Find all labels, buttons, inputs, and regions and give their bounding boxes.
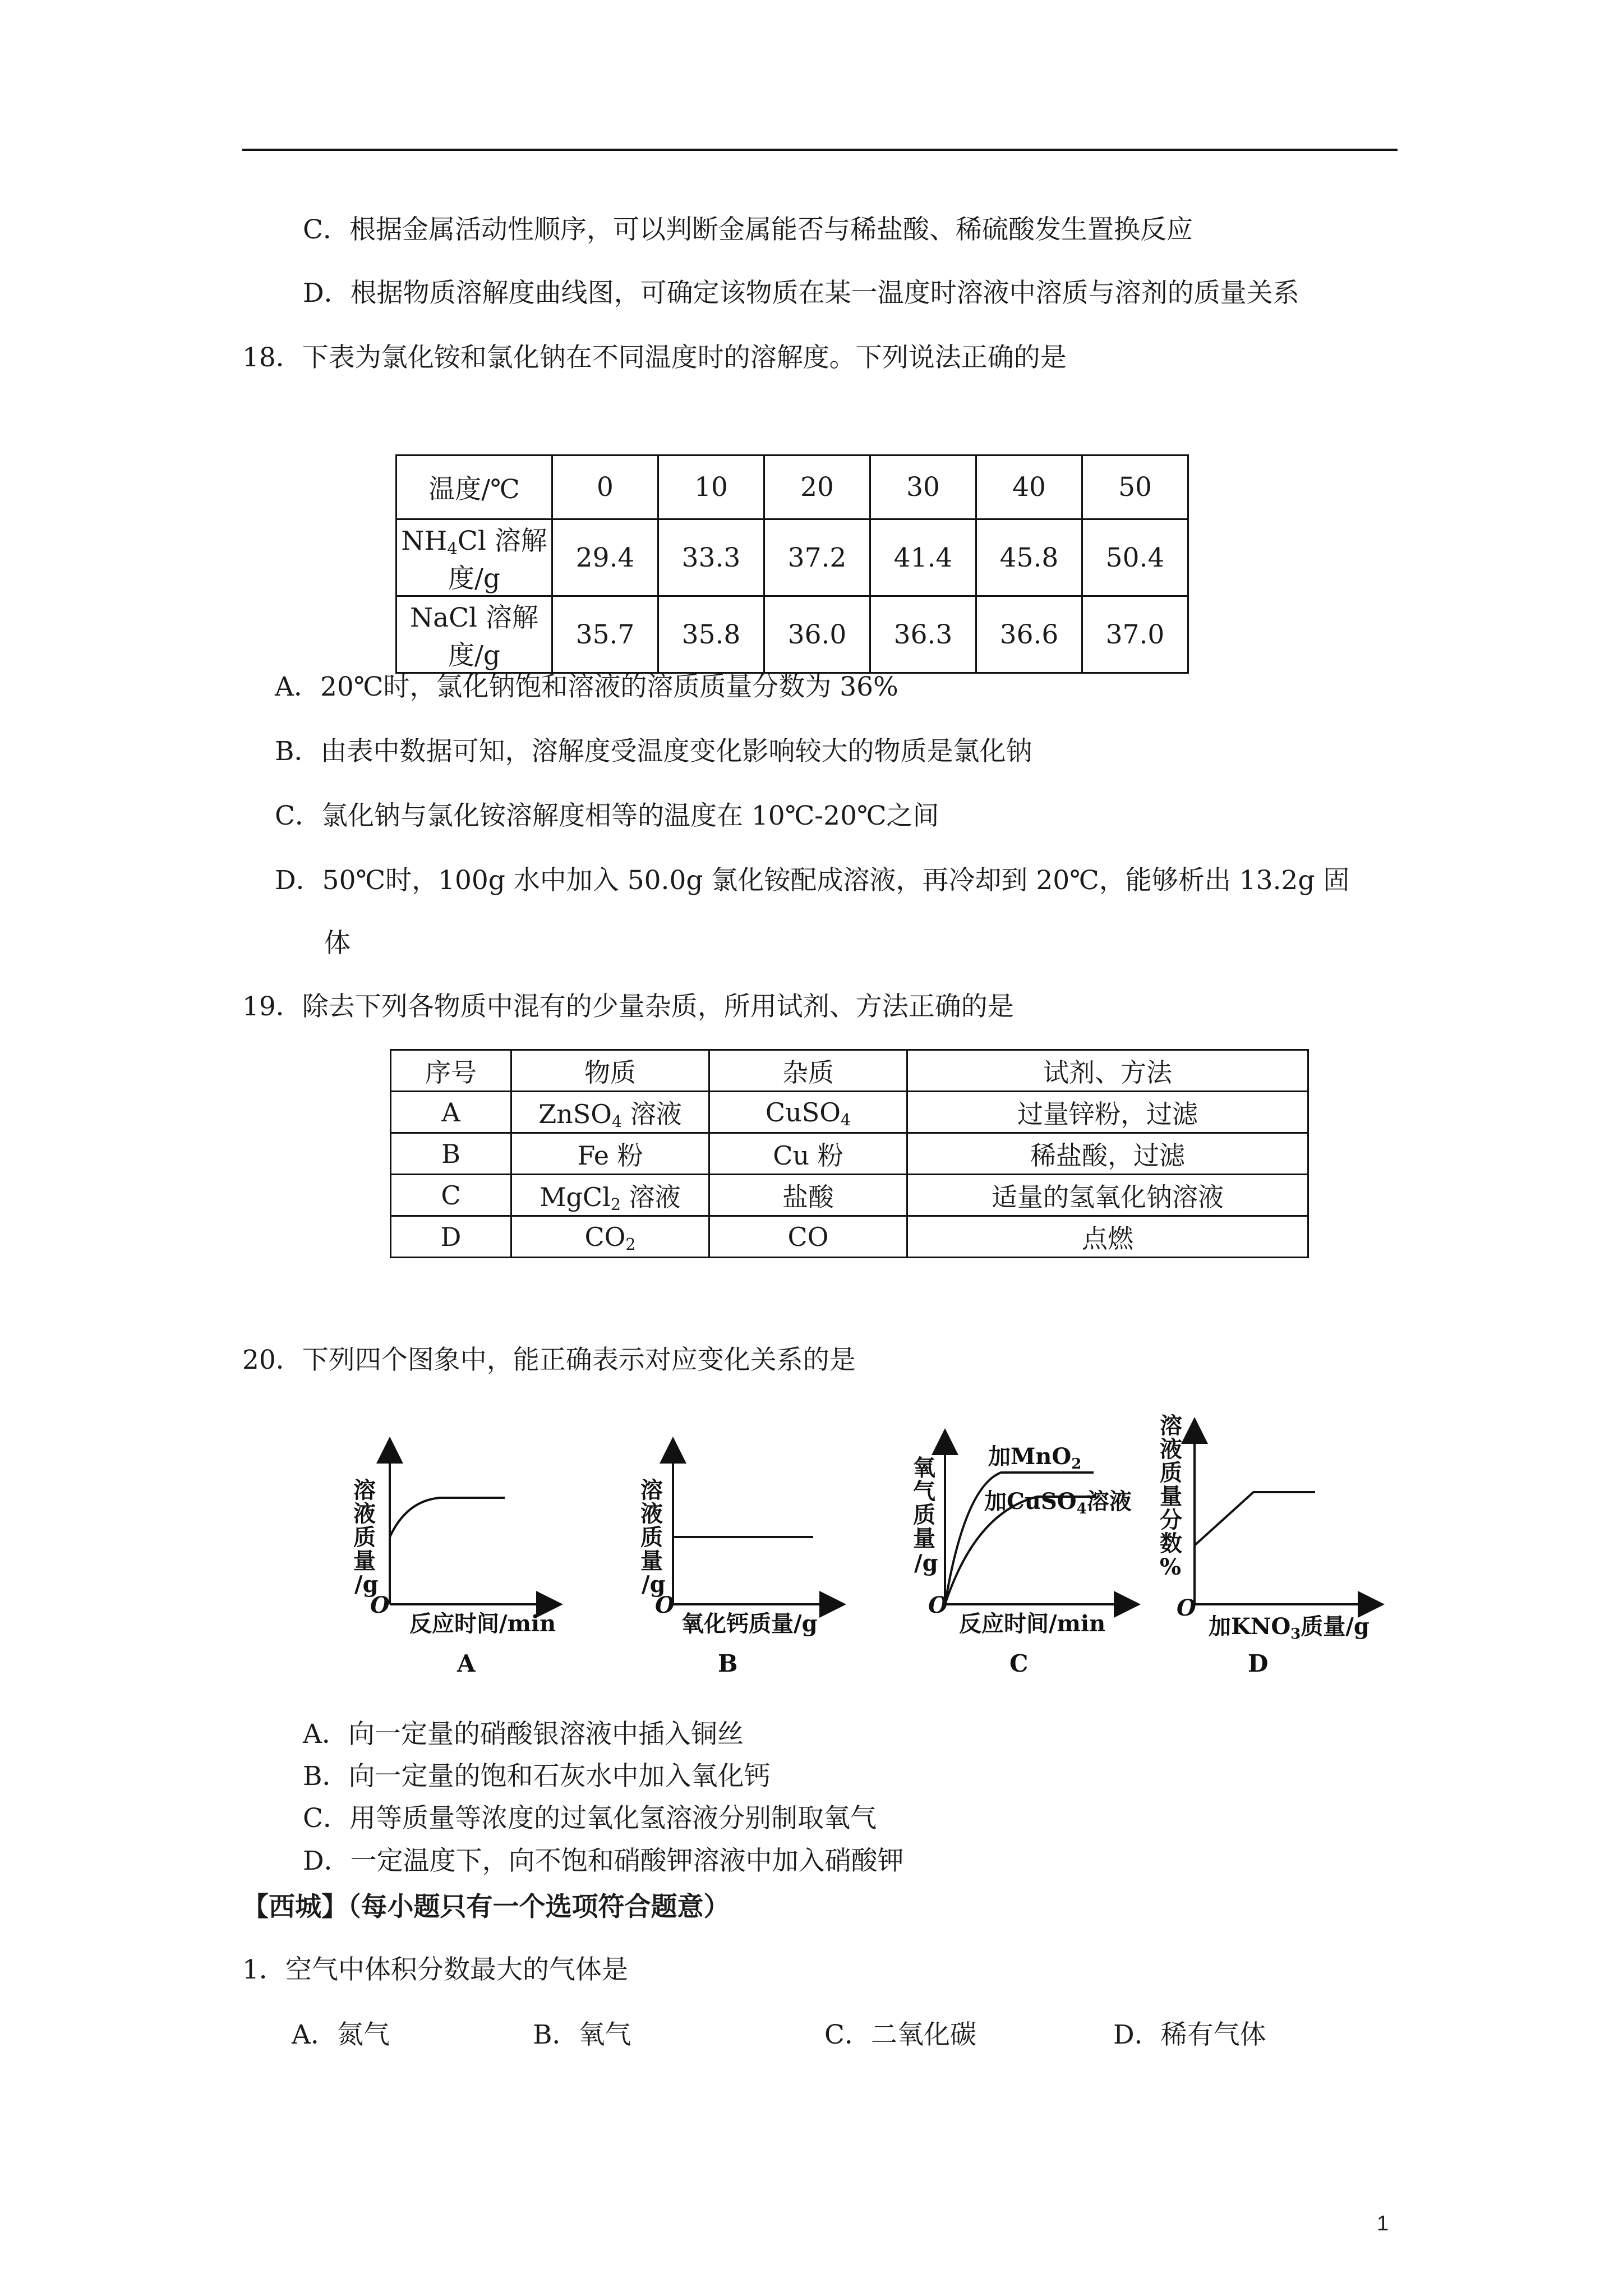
formula-text: ZnSO [538, 1098, 612, 1129]
y-axis-label: 液 [1160, 1436, 1182, 1462]
table-cell: 稀盐酸，过滤 [907, 1133, 1308, 1175]
table-cell [709, 1216, 907, 1258]
formula-subscript: 4 [447, 539, 458, 558]
q18-option-d: D．50℃时，100g 水中加入 50.0g 氯化铵配成溶液，再冷却到 20℃，能够析出 13.2g 固 [275, 865, 1350, 896]
table-cell: 30 [870, 455, 976, 519]
q20-graph-a [348, 1425, 583, 1683]
x-axis-label: 反应时间/min [959, 1611, 1106, 1637]
table-row-label [396, 519, 552, 596]
formula-subscript: 4 [840, 1110, 851, 1129]
y-axis-label: 量 [1160, 1483, 1182, 1510]
y-axis-label: 溶 [353, 1477, 376, 1503]
table-cell: 10 [658, 455, 764, 519]
x-axis-label: 氧化钙质量/g [681, 1611, 818, 1637]
table-cell: 50.4 [1082, 519, 1188, 596]
q18-stem: 18．下表为氯化铵和氯化钠在不同温度时的溶解度。下列说法正确的是 [242, 342, 1067, 373]
formula-text: Cl 溶解度/g [448, 526, 547, 594]
q20-option-d: D．一定温度下，向不饱和硝酸钾溶液中加入硝酸钾 [303, 1846, 904, 1876]
formula-text: MgCl [540, 1181, 611, 1212]
table-header-cell: 物质 [511, 1050, 709, 1092]
y-axis-label: /g [914, 1550, 938, 1576]
table-cell [709, 1092, 907, 1133]
formula-subscript: 2 [625, 1235, 636, 1254]
table-cell: 45.8 [976, 519, 1082, 596]
y-axis-label: 溶 [1160, 1412, 1182, 1439]
table-cell: 过量锌粉，过滤 [907, 1092, 1308, 1133]
y-axis-label: 数 [1160, 1530, 1182, 1557]
formula-text: 溶液 [621, 1181, 681, 1212]
table-row [396, 596, 1188, 673]
formula-text: CuSO [765, 1097, 841, 1128]
table-cell: A [391, 1092, 511, 1133]
table-cell: 35.7 [552, 596, 658, 673]
table-cell: 35.8 [658, 596, 764, 673]
table-cell: 41.4 [870, 519, 976, 596]
formula-text: 溶液 [622, 1098, 682, 1129]
formula-subscript: 2 [610, 1195, 621, 1214]
q18-option-a: A．20℃时，氯化钠饱和溶液的溶质质量分数为 36% [275, 671, 898, 702]
table-cell [511, 1216, 709, 1258]
table-row-label: NaCl 溶解度/g [396, 596, 552, 673]
formula-subscript: 4 [612, 1112, 623, 1131]
table-cell [709, 1133, 907, 1175]
formula-text: 加KNO [1209, 1613, 1291, 1640]
table-cell: 适量的氢氧化钠溶液 [907, 1175, 1308, 1216]
table-cell: 20 [764, 455, 870, 519]
page-number: 1 [1377, 2212, 1389, 2235]
table-cell: 37.0 [1082, 596, 1188, 673]
formula-text: CO [584, 1221, 626, 1252]
table-row [391, 1216, 1308, 1258]
table-cell: 36.0 [764, 596, 870, 673]
table-row [396, 519, 1188, 596]
q18-option-b: B．由表中数据可知，溶解度受温度变化影响较大的物质是氯化钠 [275, 736, 1032, 767]
x-axis-label: 反应时间/min [409, 1611, 556, 1637]
graph-letter: D [1248, 1650, 1269, 1677]
table-header-cell: 杂质 [709, 1050, 907, 1092]
q20-graph-c [903, 1408, 1166, 1683]
q17-option-c: C．根据金属活动性顺序，可以判断金属能否与稀盐酸、稀硫酸发生置换反应 [303, 214, 1193, 245]
y-axis-label: 量 [640, 1548, 663, 1574]
graph-letter: A [457, 1650, 476, 1677]
table-cell: 36.3 [870, 596, 976, 673]
x-axis-label [1209, 1613, 1370, 1642]
origin-label: O [1177, 1595, 1196, 1621]
origin-label: O [655, 1592, 675, 1618]
table-cell: 29.4 [552, 519, 658, 596]
y-axis-label: /g [642, 1571, 666, 1598]
graph-curve [1195, 1492, 1315, 1545]
y-axis-label: 溶 [640, 1477, 663, 1503]
table-row [396, 455, 1188, 519]
table-cell: B [391, 1133, 511, 1175]
origin-label: O [370, 1592, 390, 1618]
q17-option-d: D．根据物质溶解度曲线图，可确定该物质在某一温度时溶液中溶质与溶剂的质量关系 [303, 278, 1299, 309]
formula-text: 溶液 [1086, 1488, 1132, 1515]
y-axis-label: /g [354, 1571, 379, 1598]
table-cell [511, 1092, 709, 1133]
graph-curve [390, 1498, 505, 1537]
q1-stem: 1．空气中体积分数最大的气体是 [242, 1954, 628, 1985]
table-header-cell: 试剂、方法 [907, 1050, 1308, 1092]
q20-graph-d [1150, 1408, 1396, 1683]
table-header-cell: 序号 [391, 1050, 511, 1092]
q19-stem: 19．除去下列各物质中混有的少量杂质，所用试剂、方法正确的是 [242, 991, 1014, 1022]
table-row [391, 1175, 1308, 1216]
header-rule [242, 149, 1398, 151]
table-cell: D [391, 1216, 511, 1258]
formula-text: Cu 粉 [773, 1140, 843, 1171]
y-axis-label: 质 [640, 1524, 663, 1550]
formula-text: 盐酸 [782, 1181, 834, 1212]
section-title: 【西城】（每小题只有一个选项符合题意） [242, 1892, 730, 1922]
curve-label-mno2 [988, 1443, 1081, 1473]
formula-text: Fe 粉 [577, 1140, 643, 1171]
q1-option-b: B．氧气 [533, 2019, 631, 2050]
y-axis-label: 质 [353, 1524, 376, 1550]
table-cell [511, 1175, 709, 1216]
q1-option-c: C．二氧化碳 [824, 2019, 976, 2050]
q20-graph-b [628, 1425, 864, 1683]
y-axis-label: 量 [353, 1548, 376, 1574]
q18-solubility-table [395, 454, 1189, 674]
q18-option-d-continued: 体 [324, 928, 351, 959]
table-cell: 0 [552, 455, 658, 519]
formula-text: 加MnO [988, 1443, 1072, 1470]
table-cell: 40 [976, 455, 1082, 519]
curve-label-cuso4 [984, 1488, 1132, 1517]
y-axis-label: 氧 [913, 1455, 935, 1481]
table-row [391, 1050, 1308, 1092]
table-row [391, 1133, 1308, 1175]
table-cell: 点燃 [907, 1216, 1308, 1258]
formula-subscript: 4 [1076, 1501, 1087, 1517]
y-axis-label: 质 [1160, 1460, 1182, 1486]
origin-label: O [928, 1592, 948, 1618]
y-axis-label: 液 [640, 1501, 663, 1527]
q20-option-b: B．向一定量的饱和石灰水中加入氧化钙 [303, 1761, 771, 1792]
y-axis-label: 气 [913, 1478, 935, 1504]
q1-option-a: A．氮气 [292, 2019, 390, 2050]
q20-stem: 20．下列四个图象中，能正确表示对应变化关系的是 [242, 1345, 856, 1375]
graph-letter: C [1009, 1650, 1029, 1677]
table-cell: 33.3 [658, 519, 764, 596]
y-axis-label: 质 [913, 1502, 935, 1528]
table-header-cell: 温度/℃ [396, 455, 552, 519]
formula-text: NH [401, 526, 448, 556]
y-axis-label: 分 [1160, 1507, 1182, 1533]
q19-impurity-table [390, 1049, 1309, 1258]
q1-option-d: D．稀有气体 [1113, 2019, 1266, 2050]
y-axis-label: 量 [913, 1525, 935, 1552]
table-row [391, 1092, 1308, 1133]
formula-text: 质量/g [1301, 1613, 1370, 1640]
formula-text: CO [787, 1221, 829, 1252]
q18-option-c: C．氯化钠与氯化铵溶解度相等的温度在 10℃-20℃之间 [275, 800, 939, 831]
q20-option-a: A．向一定量的硝酸银溶液中插入铜丝 [303, 1719, 744, 1750]
y-axis-label: % [1160, 1554, 1182, 1580]
table-cell [511, 1133, 709, 1175]
formula-subscript: 2 [1071, 1456, 1082, 1473]
table-cell [709, 1175, 907, 1216]
formula-text: 加CuSO [984, 1488, 1077, 1515]
table-cell: 36.6 [976, 596, 1082, 673]
q20-option-c: C．用等质量等浓度的过氧化氢溶液分别制取氧气 [303, 1803, 877, 1834]
table-cell: 37.2 [764, 519, 870, 596]
formula-subscript: 3 [1290, 1626, 1301, 1642]
graph-letter: B [718, 1650, 738, 1677]
table-cell: 50 [1082, 455, 1188, 519]
y-axis-label: 液 [353, 1501, 376, 1527]
table-cell: C [391, 1175, 511, 1216]
